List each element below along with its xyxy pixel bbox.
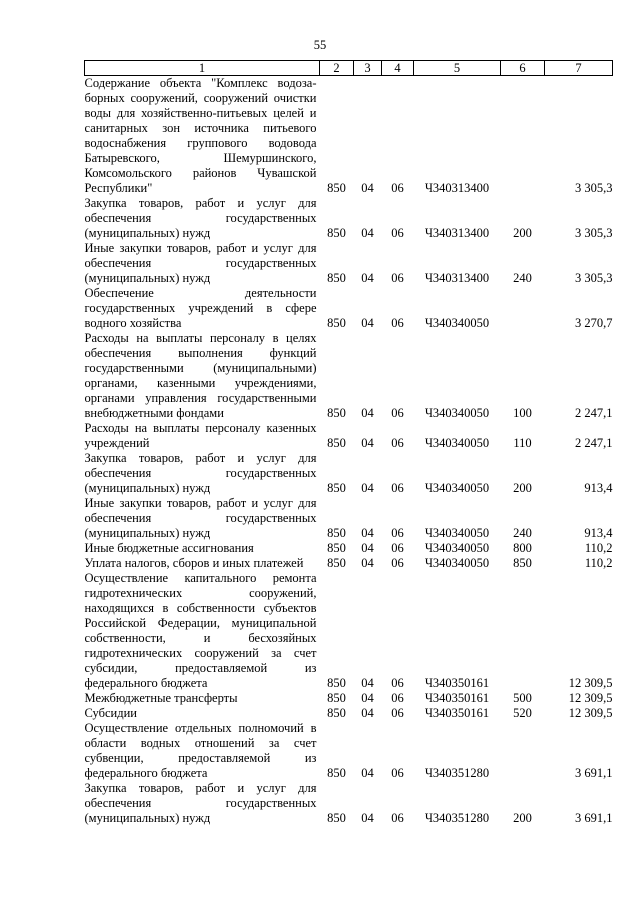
row-description: Обеспечение деятельности государственных учреждений в сфере водного хозяйства xyxy=(84,286,317,330)
table-header-row xyxy=(85,61,613,76)
target-article-code: Ч340340050 xyxy=(424,541,490,555)
row-description: Содержание объекта "Комплекс водоза-борных сооружений, сооружений очистки воды для хозяйственно-питьевых целей и санитарных зон источника питьевого водоснабжения группового водовода Батыревского, Шемуршинского, Комсомольского районов Чувашской Республики" xyxy=(84,76,317,195)
section-code: 04 xyxy=(361,811,374,825)
section-code: 04 xyxy=(361,691,374,705)
row-description: Закупка товаров, работ и услуг для обеспечения государственных (муниципальных) нужд xyxy=(84,451,317,495)
row-description: Субсидии xyxy=(84,706,137,720)
ministry-code: 850 xyxy=(327,526,346,540)
table-row xyxy=(85,541,613,556)
target-article-code: Ч340350161 xyxy=(424,676,490,690)
row-description: Расходы на выплаты персоналу казенных учреждений xyxy=(84,421,317,450)
amount: 110,2 xyxy=(584,556,613,570)
ministry-code: 850 xyxy=(327,706,346,720)
column-header: 5 xyxy=(414,61,501,76)
target-article-code: Ч340340050 xyxy=(424,556,490,570)
subsection-code: 06 xyxy=(391,556,404,570)
amount: 110,2 xyxy=(584,541,613,555)
budget-table xyxy=(84,60,613,826)
amount: 3 305,3 xyxy=(575,271,613,285)
expense-type-code: 240 xyxy=(513,271,532,285)
table-row xyxy=(85,781,613,826)
table-row xyxy=(85,706,613,721)
row-description: Иные бюджетные ассигнования xyxy=(84,541,254,555)
ministry-code: 850 xyxy=(327,181,346,195)
target-article-code: Ч340340050 xyxy=(424,316,490,330)
amount: 3 305,3 xyxy=(575,226,613,240)
target-article-code: Ч340340050 xyxy=(424,481,490,495)
subsection-code: 06 xyxy=(391,271,404,285)
table-row xyxy=(85,571,613,691)
section-code: 04 xyxy=(361,226,374,240)
ministry-code: 850 xyxy=(327,271,346,285)
amount: 913,4 xyxy=(584,526,613,540)
expense-type-code: 100 xyxy=(513,406,532,420)
ministry-code: 850 xyxy=(327,676,346,690)
row-description: Осуществление капитального ремонта гидротехнических сооружений, находящихся в собственности субъектов Российской Федерации, муниципальной собственности, и бесхозяйных гидротехнических сооружений за счет субсидии, предоставляемой из федерального бюджета xyxy=(84,571,317,690)
table-row xyxy=(85,241,613,286)
target-article-code: Ч340351280 xyxy=(424,811,490,825)
column-header: 4 xyxy=(382,61,414,76)
row-description: Межбюджетные трансферты xyxy=(84,691,238,705)
table-row xyxy=(85,196,613,241)
section-code: 04 xyxy=(361,706,374,720)
ministry-code: 850 xyxy=(327,316,346,330)
target-article-code: Ч340340050 xyxy=(424,436,490,450)
expense-type-code: 850 xyxy=(513,556,532,570)
page-number: 55 xyxy=(313,38,327,52)
subsection-code: 06 xyxy=(391,181,404,195)
target-article-code: Ч340340050 xyxy=(424,526,490,540)
expense-type-code: 200 xyxy=(513,811,532,825)
ministry-code: 850 xyxy=(327,481,346,495)
ministry-code: 850 xyxy=(327,766,346,780)
section-code: 04 xyxy=(361,316,374,330)
row-description: Расходы на выплаты персоналу в целях обеспечения выполнения функций государственными (муниципальными) органами, казенными учреждениями, органами управления государственными внебюджетными фондами xyxy=(84,331,317,420)
column-header: 1 xyxy=(85,61,320,76)
subsection-code: 06 xyxy=(391,541,404,555)
expense-type-code: 800 xyxy=(513,541,532,555)
ministry-code: 850 xyxy=(327,226,346,240)
ministry-code: 850 xyxy=(327,541,346,555)
ministry-code: 850 xyxy=(327,406,346,420)
target-article-code: Ч340350161 xyxy=(424,706,490,720)
section-code: 04 xyxy=(361,676,374,690)
row-description: Иные закупки товаров, работ и услуг для обеспечения государственных (муниципальных) нужд xyxy=(84,241,317,285)
subsection-code: 06 xyxy=(391,226,404,240)
column-header: 2 xyxy=(320,61,354,76)
table-row xyxy=(85,496,613,541)
expense-type-code: 110 xyxy=(513,436,532,450)
ministry-code: 850 xyxy=(327,691,346,705)
target-article-code: Ч340313400 xyxy=(424,271,490,285)
amount: 12 309,5 xyxy=(568,706,613,720)
subsection-code: 06 xyxy=(391,526,404,540)
section-code: 04 xyxy=(361,766,374,780)
amount: 3 305,3 xyxy=(575,181,613,195)
subsection-code: 06 xyxy=(391,406,404,420)
section-code: 04 xyxy=(361,541,374,555)
subsection-code: 06 xyxy=(391,706,404,720)
table-row xyxy=(85,331,613,421)
expense-type-code: 200 xyxy=(513,481,532,495)
row-description: Закупка товаров, работ и услуг для обеспечения государственных (муниципальных) нужд xyxy=(84,781,317,825)
subsection-code: 06 xyxy=(391,676,404,690)
amount: 2 247,1 xyxy=(575,436,613,450)
target-article-code: Ч340351280 xyxy=(424,766,490,780)
amount: 12 309,5 xyxy=(568,691,613,705)
section-code: 04 xyxy=(361,271,374,285)
subsection-code: 06 xyxy=(391,436,404,450)
subsection-code: 06 xyxy=(391,766,404,780)
expense-type-code: 200 xyxy=(513,226,532,240)
column-header: 6 xyxy=(501,61,545,76)
row-description: Закупка товаров, работ и услуг для обеспечения государственных (муниципальных) нужд xyxy=(84,196,317,240)
expense-type-code xyxy=(501,286,545,331)
section-code: 04 xyxy=(361,526,374,540)
column-header: 3 xyxy=(354,61,382,76)
row-description: Иные закупки товаров, работ и услуг для обеспечения государственных (муниципальных) нужд xyxy=(84,496,317,540)
row-description: Уплата налогов, сборов и иных платежей xyxy=(84,556,304,570)
table-row xyxy=(85,556,613,571)
subsection-code: 06 xyxy=(391,316,404,330)
table-row xyxy=(85,421,613,451)
target-article-code: Ч340313400 xyxy=(424,181,490,195)
section-code: 04 xyxy=(361,436,374,450)
target-article-code: Ч340340050 xyxy=(424,406,490,420)
amount: 3 270,7 xyxy=(575,316,613,330)
section-code: 04 xyxy=(361,406,374,420)
expense-type-code xyxy=(501,76,545,197)
amount: 12 309,5 xyxy=(568,676,613,690)
subsection-code: 06 xyxy=(391,691,404,705)
target-article-code: Ч340350161 xyxy=(424,691,490,705)
amount: 2 247,1 xyxy=(575,406,613,420)
section-code: 04 xyxy=(361,481,374,495)
table-row xyxy=(85,451,613,496)
table-row xyxy=(85,286,613,331)
target-article-code: Ч340313400 xyxy=(424,226,490,240)
column-header: 7 xyxy=(545,61,613,76)
expense-type-code: 500 xyxy=(513,691,532,705)
table-row xyxy=(85,691,613,706)
expense-type-code xyxy=(501,571,545,691)
table-row xyxy=(85,76,613,197)
subsection-code: 06 xyxy=(391,811,404,825)
amount: 3 691,1 xyxy=(575,766,613,780)
section-code: 04 xyxy=(361,556,374,570)
amount: 3 691,1 xyxy=(575,811,613,825)
ministry-code: 850 xyxy=(327,436,346,450)
section-code: 04 xyxy=(361,181,374,195)
table-row xyxy=(85,721,613,781)
expense-type-code: 520 xyxy=(513,706,532,720)
ministry-code: 850 xyxy=(327,556,346,570)
expense-type-code xyxy=(501,721,545,781)
subsection-code: 06 xyxy=(391,481,404,495)
row-description: Осуществление отдельных полномочий в области водных отношений за счет субвенции, предоставляемой из федерального бюджета xyxy=(84,721,317,780)
expense-type-code: 240 xyxy=(513,526,532,540)
amount: 913,4 xyxy=(584,481,613,495)
ministry-code: 850 xyxy=(327,811,346,825)
